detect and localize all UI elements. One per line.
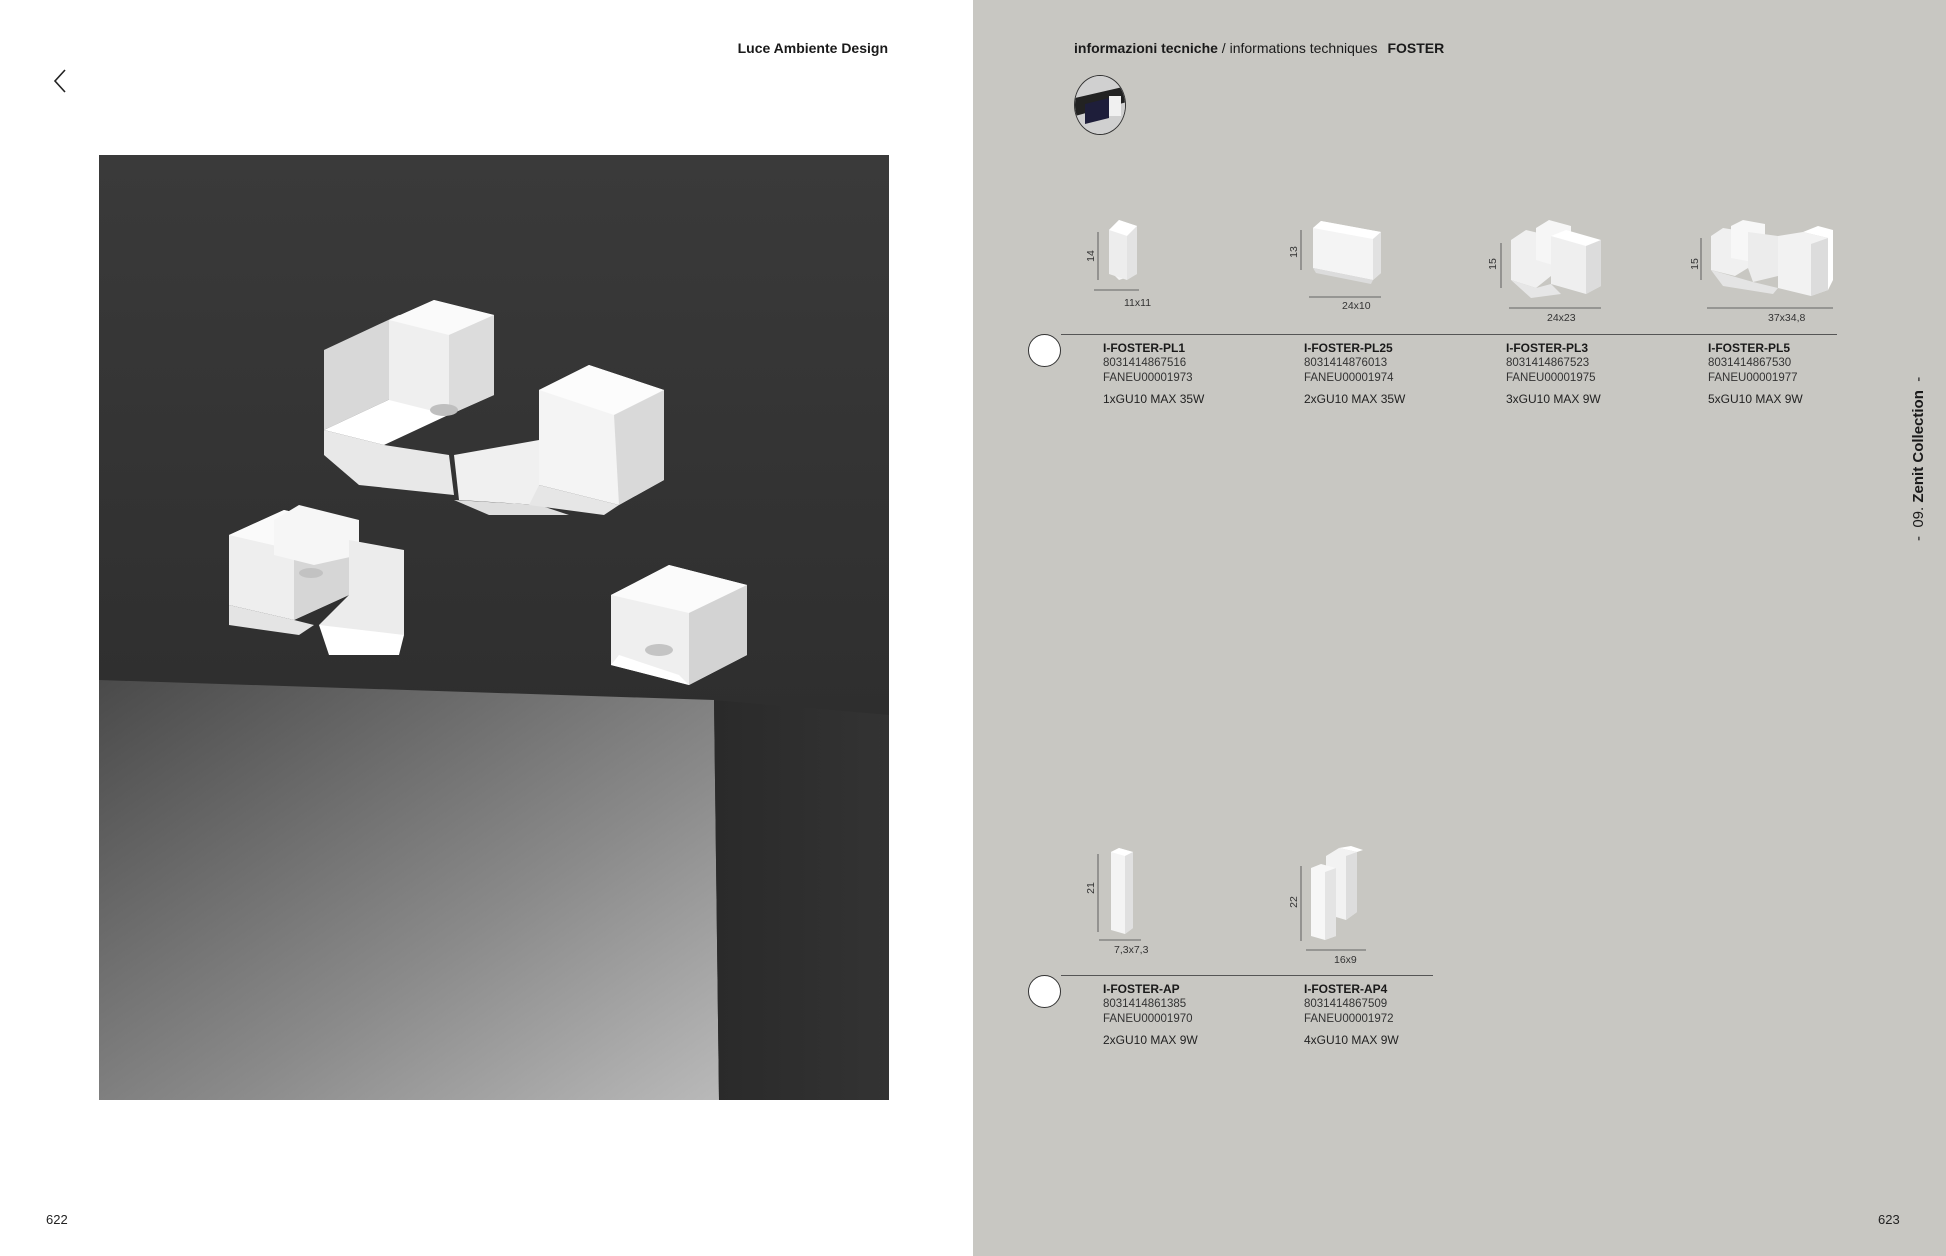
right-page <box>973 0 1946 1256</box>
dim-height-pl25: 13 <box>1287 246 1300 258</box>
product-fan: FANEU00001974 <box>1304 372 1394 384</box>
product-ean: 8031414867523 <box>1506 357 1590 369</box>
dim-height-pl5: 15 <box>1688 258 1701 270</box>
product-code: I-FOSTER-PL5 <box>1708 341 1791 355</box>
sidebar-prefix: 09. <box>1910 506 1927 528</box>
dim-height-pl3: 15 <box>1486 258 1499 270</box>
dim-height-pl1: 14 <box>1084 250 1097 262</box>
header-separator: / <box>1217 40 1230 56</box>
drawing-pl5 <box>1693 218 1838 313</box>
product-fan: FANEU00001973 <box>1103 372 1193 384</box>
product-code: I-FOSTER-PL3 <box>1506 341 1589 355</box>
page-header <box>1074 40 1444 56</box>
product-bulb: 2xGU10 MAX 35W <box>1304 392 1406 406</box>
product-bulb: 3xGU10 MAX 9W <box>1506 392 1601 406</box>
chevron-left-icon <box>46 66 76 96</box>
product-ap <box>1103 982 1303 1048</box>
product-pl25 <box>1304 341 1504 407</box>
collection-sidebar-label <box>1910 377 1927 541</box>
product-ean: 8031414867509 <box>1304 998 1388 1010</box>
sidebar-collection: Zenit Collection <box>1910 390 1927 503</box>
product-ean: 8031414867516 <box>1103 357 1187 369</box>
page-number-right: 623 <box>1878 1212 1900 1227</box>
product-photo <box>99 155 889 1100</box>
product-bulb: 5xGU10 MAX 9W <box>1708 392 1803 406</box>
product-ean: 8031414861385 <box>1103 998 1187 1010</box>
product-fan: FANEU00001975 <box>1506 372 1596 384</box>
ceiling-row-divider <box>1061 334 1837 335</box>
product-pl3 <box>1506 341 1706 407</box>
product-ean: 8031414876013 <box>1304 357 1388 369</box>
dim-height-ap: 21 <box>1084 882 1097 894</box>
product-ean: 8031414867530 <box>1708 357 1792 369</box>
product-bulb: 1xGU10 MAX 35W <box>1103 392 1205 406</box>
dim-size-pl25: 24x10 <box>1342 300 1371 312</box>
product-code: I-FOSTER-PL1 <box>1103 341 1186 355</box>
brand-name: Luce Ambiente Design <box>737 40 888 56</box>
drawing-ap4 <box>1291 846 1391 961</box>
dim-size-pl5: 37x34,8 <box>1768 312 1806 324</box>
sidebar-dash-end: - <box>1910 376 1927 382</box>
ceiling-mount-icon <box>1074 75 1126 135</box>
back-button[interactable] <box>46 66 76 96</box>
product-code: I-FOSTER-AP4 <box>1304 982 1388 996</box>
product-code: I-FOSTER-PL25 <box>1304 341 1393 355</box>
dim-size-pl3: 24x23 <box>1547 312 1576 324</box>
ceiling-row-marker <box>1028 334 1061 367</box>
product-bulb: 4xGU10 MAX 9W <box>1304 1033 1399 1047</box>
wall-row-marker <box>1028 975 1061 1008</box>
drawing-ap <box>1089 846 1159 956</box>
dim-height-ap4: 22 <box>1287 896 1300 908</box>
product-ap4 <box>1304 982 1504 1048</box>
wall-row-divider <box>1061 975 1433 976</box>
product-bulb: 2xGU10 MAX 9W <box>1103 1033 1198 1047</box>
page-number-left: 622 <box>46 1212 68 1227</box>
product-fan: FANEU00001972 <box>1304 1013 1394 1025</box>
header-model: FOSTER <box>1387 40 1445 56</box>
product-pl5 <box>1708 341 1908 407</box>
product-fan: FANEU00001970 <box>1103 1013 1193 1025</box>
dim-size-ap4: 16x9 <box>1334 954 1357 966</box>
dim-size-ap: 7,3x7,3 <box>1114 944 1149 956</box>
sidebar-dash-start: - <box>1910 536 1927 541</box>
product-pl1 <box>1103 341 1303 407</box>
drawing-pl3 <box>1491 218 1611 313</box>
product-code: I-FOSTER-AP <box>1103 982 1180 996</box>
dim-size-pl1: 11x11 <box>1124 297 1152 309</box>
header-title-it: informazioni tecniche <box>1074 40 1218 56</box>
drawing-pl1 <box>1089 218 1159 308</box>
header-title-fr: informations techniques <box>1229 40 1378 56</box>
product-fan: FANEU00001977 <box>1708 372 1798 384</box>
drawing-pl25 <box>1291 218 1401 308</box>
